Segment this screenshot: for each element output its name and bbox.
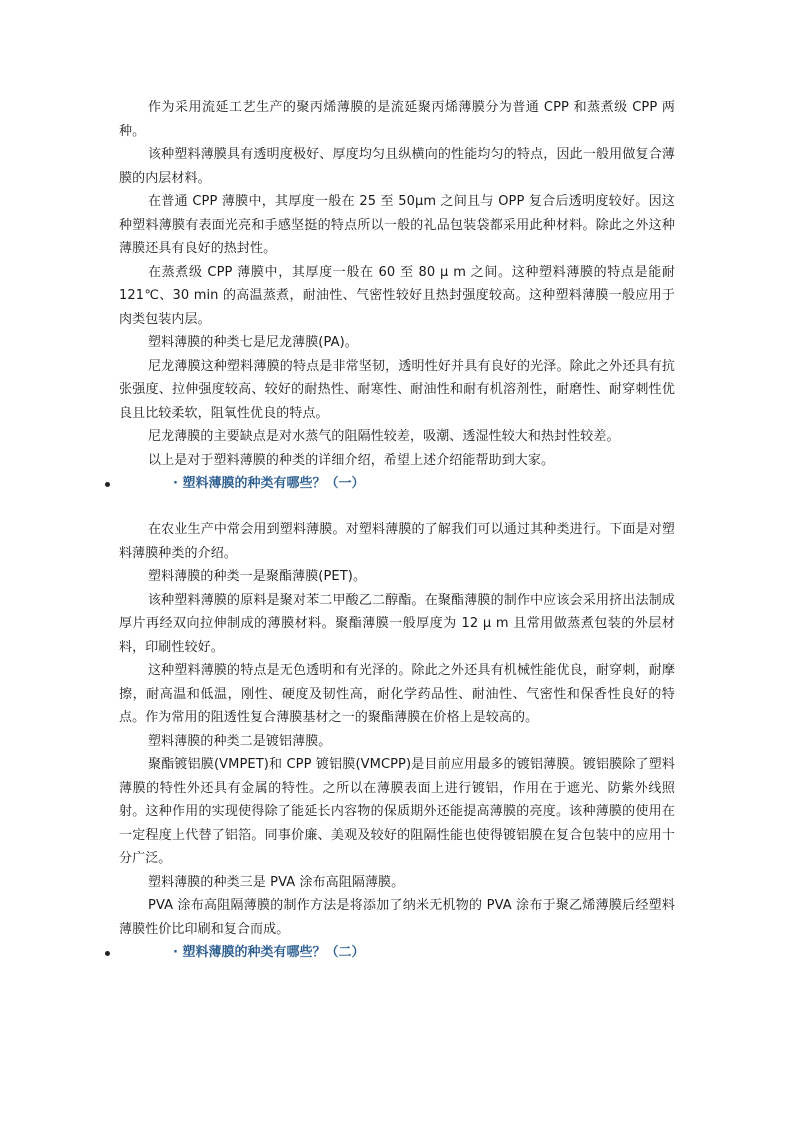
document-body bbox=[119, 96, 675, 965]
paragraph: 作为采用流延工艺生产的聚丙烯薄膜的是流延聚丙烯薄膜分为普通 CPP 和蒸煮级 CPP 两种。 bbox=[119, 100, 675, 139]
paragraph: 聚酯镀铝膜(VMPET)和 CPP 镀铝膜(VMCPP)是目前应用最多的镀铝薄膜。镀铝膜除了塑料薄膜的特性外还具有金属的特性。之所以在薄膜表面上进行镀铝，作用在于遮光、防紫外线照射。这种作用的实现使得除了能延长内容物的保质期外还能提高薄膜的亮度。该种薄膜的使用在一定程度上代替了铝箔。同事价廉、美观及较好的阻隔性能也使得镀铝膜在复合包装中的应用十分广泛。 bbox=[119, 757, 675, 866]
related-link-item bbox=[119, 472, 675, 496]
paragraph: 塑料薄膜的种类三是 PVA 涂布高阻隔薄膜。 bbox=[148, 874, 405, 890]
paragraph: 该种塑料薄膜的原料是聚对苯二甲酸乙二醇酯。在聚酯薄膜的制作中应该会采用挤出法制成厚片再经双向拉伸制成的薄膜材料。聚酯薄膜一般厚度为 12 μ m 且常用做蒸煮包装的外层材料，印刷性较好。 bbox=[119, 592, 675, 655]
paragraph: 该种塑料薄膜具有透明度极好、厚度均匀且纵横向的性能均匀的特点，因此一般用做复合薄膜的内层材料。 bbox=[119, 147, 675, 186]
paragraph: 尼龙薄膜的主要缺点是对水蒸气的阻隔性较差，吸潮、透湿性较大和热封性较差。 bbox=[148, 429, 620, 444]
bullet-icon bbox=[105, 482, 110, 487]
paragraph: 塑料薄膜的种类二是镀铝薄膜。 bbox=[148, 733, 332, 749]
related-article-link[interactable]: · 塑料薄膜的种类有哪些？（一） bbox=[173, 476, 365, 491]
paragraph: 塑料薄膜的种类七是尼龙薄膜(PA)。 bbox=[148, 335, 358, 350]
spacer bbox=[119, 496, 675, 518]
paragraph: 在普通 CPP 薄膜中，其厚度一般在 25 至 50μm 之间且与 OPP 复合后透明度较好。因这种塑料薄膜有表面光亮和手感坚挺的特点所以一般的礼品包装袋都采用此种材料。除此之外这种薄膜还具有良好的热封性。 bbox=[119, 194, 675, 256]
paragraph: 以上是对于塑料薄膜的种类的详细介绍，希望上述介绍能帮助到大家。 bbox=[148, 452, 555, 468]
related-link-item bbox=[119, 941, 675, 965]
bullet-icon bbox=[105, 951, 110, 956]
paragraph: 在农业生产中常会用到塑料薄膜。对塑料薄膜的了解我们可以通过其种类进行。下面是对塑料薄膜种类的介绍。 bbox=[119, 522, 675, 561]
paragraph: 在蒸煮级 CPP 薄膜中，其厚度一般在 60 至 80 μ m 之间。这种塑料薄膜的特点是能耐 121℃、30 min 的高温蒸煮，耐油性、气密性较好且热封强度较高。这种塑料薄膜一般应用于肉类包装内层。 bbox=[119, 264, 675, 327]
related-article-link[interactable]: · 塑料薄膜的种类有哪些？（二） bbox=[173, 945, 365, 960]
paragraph: 塑料薄膜的种类一是聚酯薄膜(PET)。 bbox=[148, 569, 367, 584]
paragraph: 尼龙薄膜这种塑料薄膜的特点是非常坚韧，透明性好并具有良好的光泽。除此之外还具有抗张强度、拉伸强度较高、较好的耐热性、耐寒性、耐油性和耐有机溶剂性，耐磨性、耐穿刺性优良且比较柔软，阻氧性优良的特点。 bbox=[119, 358, 675, 421]
paragraph: 这种塑料薄膜的特点是无色透明和有光泽的。除此之外还具有机械性能优良，耐穿刺，耐摩擦，耐高温和低温，刚性、硬度及韧性高，耐化学药品性、耐油性、气密性和保香性良好的特点。作为常用的阻透性复合薄膜基材之一的聚酯薄膜在价格上是较高的。 bbox=[119, 663, 675, 725]
paragraph: PVA 涂布高阻隔薄膜的制作方法是将添加了纳米无机物的 PVA 涂布于聚乙烯薄膜后经塑料薄膜性价比印刷和复合而成。 bbox=[119, 898, 675, 937]
